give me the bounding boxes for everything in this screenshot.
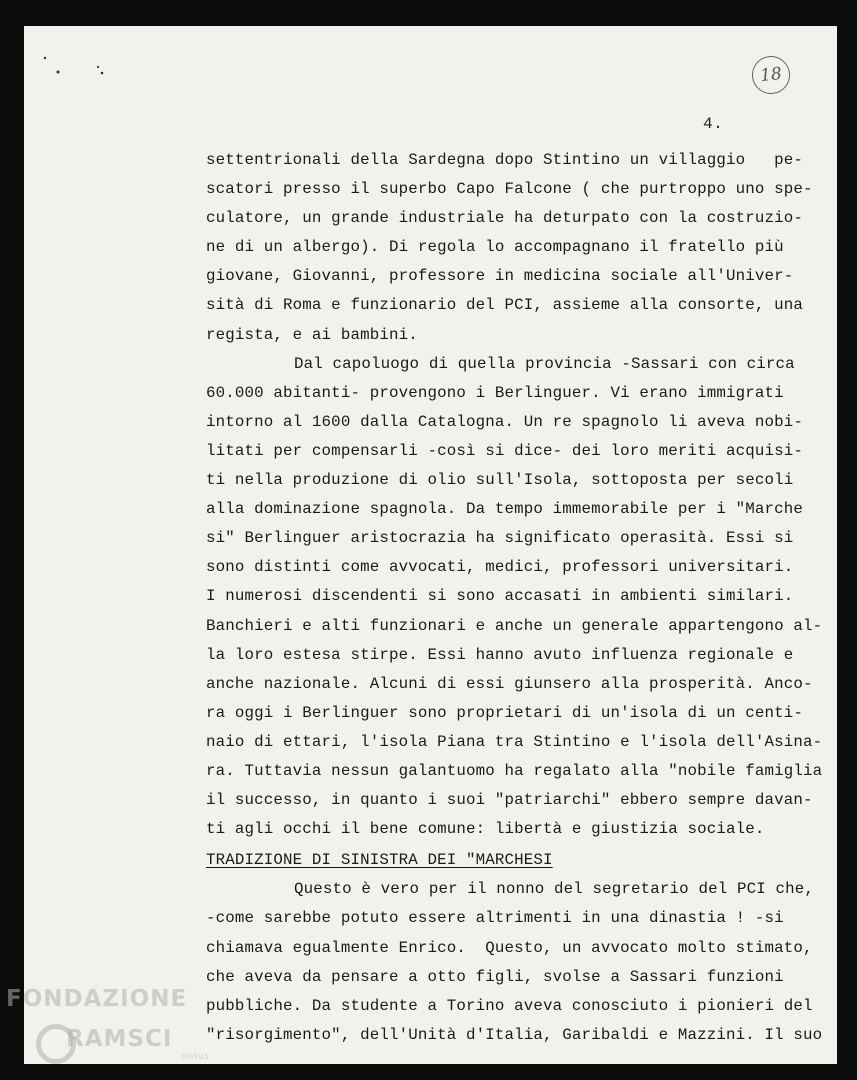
text-line: ra oggi i Berlinguer sono proprietari di un'isola di un centi- xyxy=(206,703,804,722)
watermark-line-2 xyxy=(60,1014,172,1064)
paragraph-2 xyxy=(206,350,826,845)
paragraph-1 xyxy=(206,146,826,350)
text-line: I numerosi discendenti si sono accasati in ambienti similari. xyxy=(206,587,794,606)
text-line: ti nella produzione di olio sull'Isola, sottoposta per secoli xyxy=(206,471,794,490)
typed-text-body xyxy=(206,146,826,1050)
paper-specks xyxy=(40,55,120,90)
text-line: che aveva da pensare a otto figli, svolse a Sassari funzioni xyxy=(206,967,784,986)
text-line: regista, e ai bambini. xyxy=(206,325,418,344)
watermark-line-1: FONDAZIONE xyxy=(6,986,188,1012)
text-line: -come sarebbe potuto essere altrimenti in una dinastia ! -si xyxy=(206,909,784,928)
text-line: culatore, un grande industriale ha deturpato con la costruzio- xyxy=(206,209,804,228)
watermark-logo xyxy=(6,986,211,1062)
text-line: Questo è vero per il nonno del segretario del PCI che, xyxy=(294,880,815,899)
text-line: alla dominazione spagnola. Da tempo immemorabile per i "Marche xyxy=(206,500,804,519)
text-line: pubbliche. Da studente a Torino aveva conosciuto i pionieri del xyxy=(206,996,813,1015)
text-line: settentrionali della Sardegna dopo Stintino un villaggio pe- xyxy=(206,151,804,169)
text-line: "risorgimento", dell'Unità d'Italia, Garibaldi e Mazzini. Il suo xyxy=(206,1025,823,1044)
text-line: sità di Roma e funzionario del PCI, assieme alla consorte, una xyxy=(206,296,804,315)
text-line: sono distinti come avvocati, medici, professori universitari. xyxy=(206,558,794,577)
text-line: anche nazionale. Alcuni di essi giunsero alla prosperità. Anco- xyxy=(206,674,813,693)
text-line: ti agli occhi il bene comune: libertà e giustizia sociale. xyxy=(206,820,765,839)
text-line: naio di ettari, l'isola Piana tra Stintino e l'isola dell'Asina- xyxy=(206,732,823,751)
text-line: intorno al 1600 dalla Catalogna. Un re spagnolo li aveva nobi- xyxy=(206,412,804,431)
text-line: Dal capoluogo di quella provincia -Sassari con circa xyxy=(294,354,795,373)
text-line: ra. Tuttavia nessun galantuomo ha regalato alla "nobile famiglia xyxy=(206,761,823,780)
text-line: il successo, in quanto i suoi "patriarchi" ebbero sempre davan- xyxy=(206,791,813,810)
text-line: chiamava egualmente Enrico. Questo, un avvocato molto stimato, xyxy=(206,938,813,957)
text-line: Banchieri e alti funzionari e anche un generale appartengono al- xyxy=(206,616,823,635)
section-heading: TRADIZIONE DI SINISTRA DEI "MARCHESI xyxy=(206,851,553,870)
text-line: litati per compensarli -così si dice- dei loro meriti acquisi- xyxy=(206,441,804,460)
text-line: si" Berlinguer aristocrazia ha significato operasità. Essi si xyxy=(206,529,794,548)
watermark-line-2-text: RAMSCI xyxy=(66,1026,173,1052)
text-line: giovane, Giovanni, professore in medicina sociale all'Univer- xyxy=(206,267,794,286)
page-number: 4. xyxy=(703,115,724,133)
text-line: la loro estesa stirpe. Essi hanno avuto influenza regionale e xyxy=(206,645,794,664)
text-line: scatori presso il superbo Capo Falcone ( che purtroppo uno spe- xyxy=(206,180,813,199)
paragraph-3 xyxy=(206,875,826,1050)
watermark-suffix: onlus xyxy=(181,1052,211,1062)
text-line: 60.000 abitanti- provengono i Berlinguer. Vi erano immigrati xyxy=(206,383,784,402)
text-line: ne di un albergo). Di regola lo accompagnano il fratello più xyxy=(206,238,784,257)
archive-number: 18 xyxy=(759,63,783,87)
